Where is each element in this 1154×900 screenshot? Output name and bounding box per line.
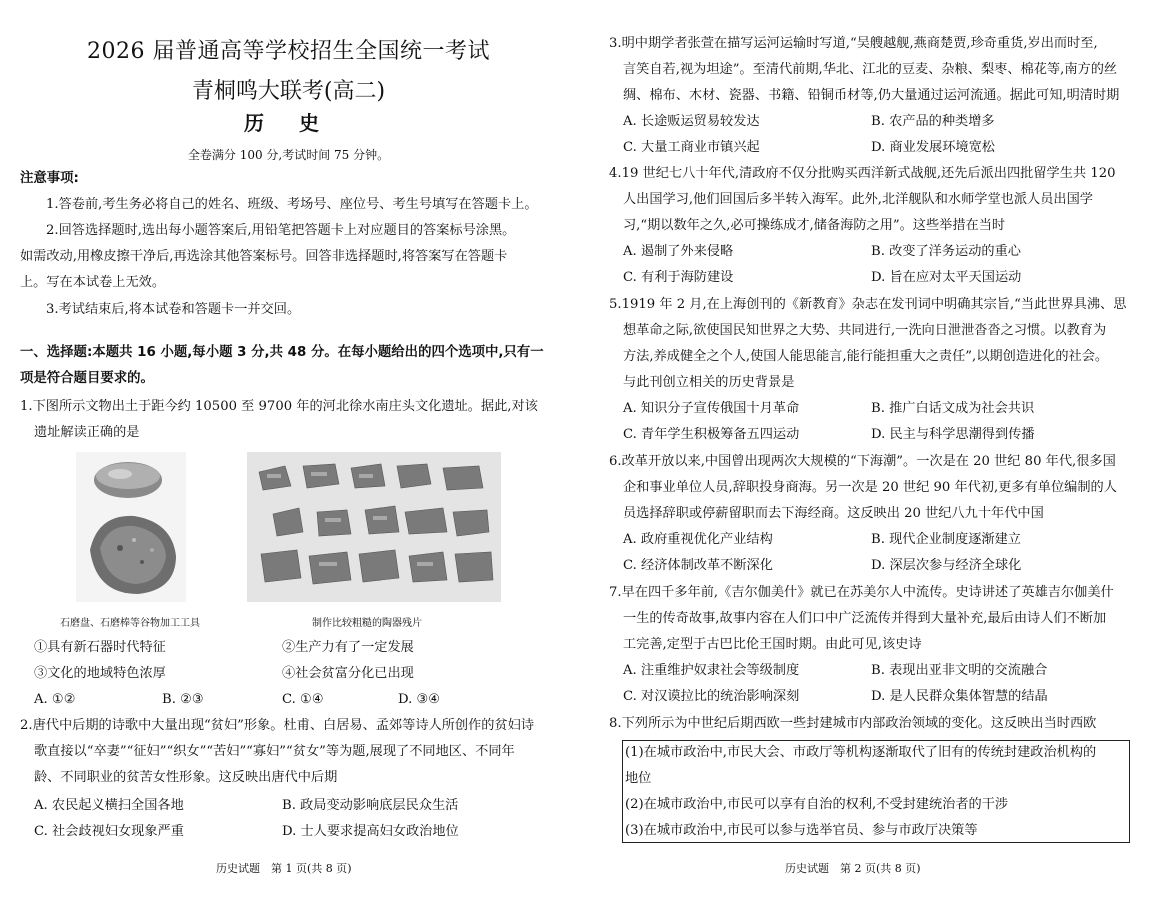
question-4-line2: 人出国学习,他们回国后多半转入海军。此外,北洋舰队和水师学堂也派人员出国学 — [623, 192, 1093, 207]
section-heading-line2: 项是符合题目要求的。 — [20, 371, 154, 386]
exam-subtitle: 青桐鸣大联考(高二) — [191, 79, 386, 104]
question-2-line2: 歌直接以“卒妻”“征妇”“织女”“苦妇”“寡妇”“贫女”等为题,展现了不同地区、不同年 — [34, 744, 515, 759]
question-8-material-box — [622, 740, 1130, 843]
stone-mill-artifact-photo — [76, 452, 186, 602]
q4-option-d: D. 旨在应对太平天国运动 — [871, 270, 1022, 285]
q6-option-c: C. 经济体制改革不断深化 — [623, 558, 773, 573]
page-footer-1: 历史试题 第 1 页(共 8 页) — [216, 862, 352, 875]
q5-option-c: C. 青年学生积极筹备五四运动 — [623, 427, 800, 442]
q7-option-c: C. 对汉谟拉比的统治影响深刻 — [623, 689, 800, 704]
q2-option-c: C. 社会歧视妇女现象严重 — [34, 824, 184, 839]
q3-option-b: B. 农产品的种类增多 — [871, 114, 995, 129]
material-item-2: (2)在城市政治中,市民可以享有自治的权利,不受封建统治者的干涉 — [625, 797, 1009, 812]
question-3-line3: 绸、棉布、木材、瓷器、书籍、铅铜币材等,仍大量通过运河流通。据此可知,明清时期 — [623, 88, 1120, 103]
subject-title: 历 史 — [244, 111, 333, 135]
material-item-1-line1: (1)在城市政治中,市民大会、市政厅等机构逐渐取代了旧有的传统封建政治机构的 — [625, 745, 1097, 760]
q2-option-a: A. 农民起义横扫全国各地 — [34, 798, 184, 813]
q3-option-c: C. 大量工商业市镇兴起 — [623, 140, 760, 155]
question-7-line3: 工完善,定型于古巴比伦王国时期。由此可见,该史诗 — [623, 637, 922, 652]
question-4-line3: 习,“期以数年之久,必可操练成才,储备海防之用”。这些举措在当时 — [623, 218, 1006, 233]
page-footer-2: 历史试题 第 2 页(共 8 页) — [785, 862, 921, 875]
q1-option-d: D. ③④ — [398, 692, 441, 707]
exam-meta: 全卷满分 100 分,考试时间 75 分钟。 — [187, 148, 390, 162]
pottery-shards-photo — [247, 452, 501, 602]
notice-2-line2: 如需改动,用橡皮擦干净后,再选涂其他答案标号。回答非选择题时,将答案写在答题卡 — [20, 249, 508, 264]
q2-option-b: B. 政局变动影响底层民众生活 — [282, 798, 459, 813]
q5-option-b: B. 推广白话文成为社会共识 — [871, 401, 1035, 416]
question-2-line1: 2.唐代中后期的诗歌中大量出现“贫妇”形象。杜甫、白居易、孟郊等诗人所创作的贫妇诗 — [20, 718, 534, 733]
q3-option-d: D. 商业发展环境宽松 — [871, 140, 995, 155]
q7-option-d: D. 是人民群众集体智慧的结晶 — [871, 689, 1048, 704]
q1-option-c: C. ①④ — [282, 692, 324, 707]
q7-option-a: A. 注重维护奴隶社会等级制度 — [623, 663, 800, 678]
question-4-line1: 4.19 世纪七八十年代,清政府不仅分批购买西洋新式战舰,还先后派出四批留学生共 120 — [609, 166, 1116, 181]
question-1-line1: 1.下图所示文物出土于距今约 10500 至 9700 年的河北徐水南庄头文化遗址。据此,对该 — [20, 399, 538, 414]
q1-statement-4: ④社会贫富分化已出现 — [282, 666, 414, 681]
notice-1: 1.答卷前,考生务必将自己的姓名、班级、考场号、座位号、考生号填写在答题卡上。 — [46, 197, 538, 212]
material-item-1-line2: 地位 — [625, 771, 652, 786]
q5-option-d: D. 民主与科学思潮得到传播 — [871, 427, 1035, 442]
q4-option-c: C. 有利于海防建设 — [623, 270, 734, 285]
q1-statement-3: ③文化的地域特色浓厚 — [34, 666, 166, 681]
q4-option-a: A. 遏制了外来侵略 — [623, 244, 734, 259]
question-3-line2: 言笑自若,视为坦途”。至清代前期,华北、江北的豆麦、杂粮、梨枣、棉花等,南方的丝 — [623, 62, 1118, 77]
q4-option-b: B. 改变了洋务运动的重心 — [871, 244, 1021, 259]
q7-option-b: B. 表现出亚非文明的交流融合 — [871, 663, 1048, 678]
question-5-line3: 方法,养成健全之个人,使国人能思能言,能行能担重大之责任”,以期创造进化的社会。 — [623, 349, 1109, 364]
question-6-line3: 员选择辞职或停薪留职而去下海经商。这反映出 20 世纪八九十年代中国 — [623, 506, 1044, 521]
figure-caption-pottery: 制作比较粗糙的陶器残片 — [312, 618, 422, 629]
question-1-line2: 遗址解读正确的是 — [34, 425, 140, 440]
question-5-line1: 5.1919 年 2 月,在上海创刊的《新教育》杂志在发刊词中明确其宗旨,“当此世界具沸、思 — [609, 297, 1127, 312]
notice-heading: 注意事项: — [20, 171, 79, 186]
q1-option-b: B. ②③ — [162, 692, 204, 707]
q6-option-b: B. 现代企业制度逐渐建立 — [871, 532, 1021, 547]
q5-option-a: A. 知识分子宣传俄国十月革命 — [623, 401, 800, 416]
question-6-line2: 企和事业单位人员,辞职投身商海。另一次是 20 世纪 90 年代初,更多有单位编制的人 — [623, 480, 1117, 495]
notice-2-line1: 2.回答选择题时,选出每小题答案后,用铅笔把答题卡上对应题目的答案标号涂黑。 — [46, 223, 516, 238]
notice-3: 3.考试结束后,将本试卷和答题卡一并交回。 — [46, 302, 301, 317]
question-6-line1: 6.改革开放以来,中国曾出现两次大规模的“下海潮”。一次是在 20 世纪 80 年代,很多国 — [609, 454, 1116, 469]
q3-option-a: A. 长途贩运贸易较发达 — [623, 114, 760, 129]
q6-option-d: D. 深层次参与经济全球化 — [871, 558, 1022, 573]
question-7-line2: 一生的传奇故事,故事内容在人们口中广泛流传并得到大量补充,最后由诗人们不断加 — [623, 611, 1107, 626]
material-item-3: (3)在城市政治中,市民可以参与选举官员、参与市政厅决策等 — [625, 823, 978, 838]
notice-2-line3: 上。写在本试卷上无效。 — [20, 275, 166, 290]
question-8-line1: 8.下列所示为中世纪后期西欧一些封建城市内部政治领域的变化。这反映出当时西欧 — [609, 716, 1097, 731]
q6-option-a: A. 政府重视优化产业结构 — [623, 532, 773, 547]
question-2-line3: 龄、不同职业的贫苦女性形象。这反映出唐代中后期 — [34, 770, 338, 785]
question-7-line1: 7.早在四千多年前,《吉尔伽美什》就已在苏美尔人中流传。史诗讲述了英雄吉尔伽美什 — [609, 585, 1114, 600]
q2-option-d: D. 士人要求提高妇女政治地位 — [282, 824, 459, 839]
question-3-line1: 3.明中期学者张萱在描写运河运输时写道,“吴艘越舰,燕商楚贾,珍奇重货,岁出而时至, — [609, 36, 1098, 51]
question-5-line4: 与此刊创立相关的历史背景是 — [623, 375, 795, 390]
figure-caption-tools: 石磨盘、石磨棒等谷物加工工具 — [60, 618, 200, 629]
section-heading-line1: 一、选择题:本题共 16 小题,每小题 3 分,共 48 分。在每小题给出的四个选项中,只有一 — [20, 345, 544, 360]
question-5-line2: 想革命之际,欲使国民知世界之大势、共同进行,一洗向日泄泄沓沓之习惯。以教育为 — [623, 323, 1107, 338]
q1-statement-1: ①具有新石器时代特征 — [34, 640, 166, 655]
exam-title: 2026 届普通高等学校招生全国统一考试 — [87, 39, 490, 64]
q1-statement-2: ②生产力有了一定发展 — [282, 640, 414, 655]
q1-option-a: A. ①② — [34, 692, 76, 707]
